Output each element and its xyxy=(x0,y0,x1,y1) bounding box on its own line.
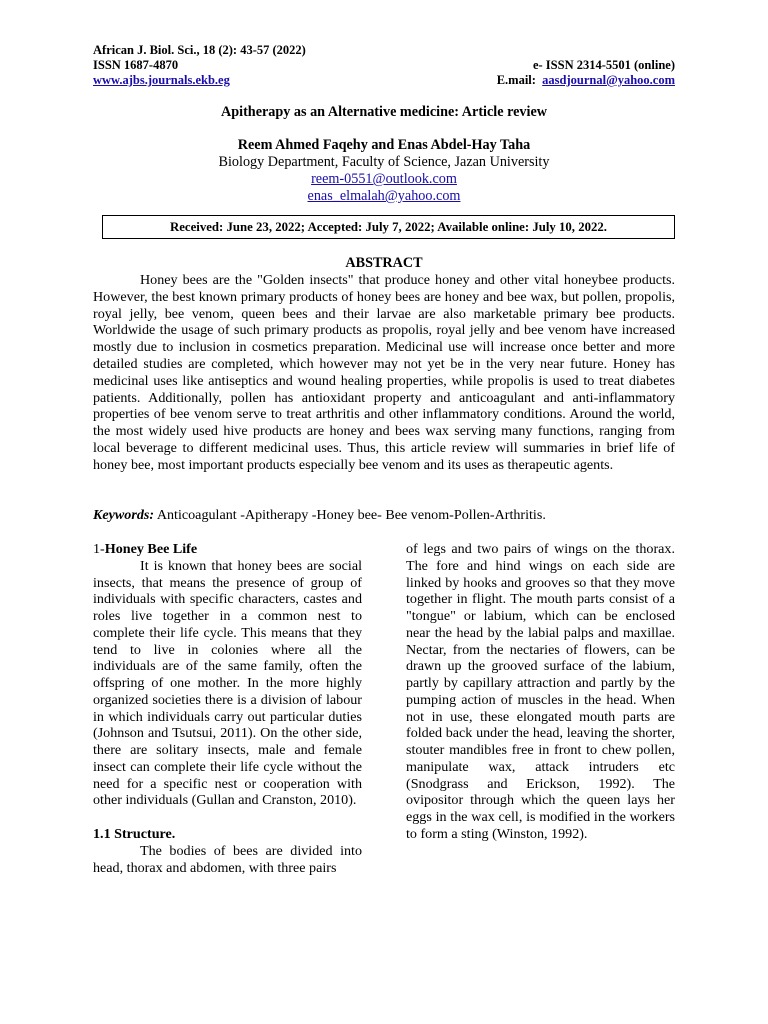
author-affiliation-block xyxy=(0,154,768,205)
journal-citation: African J. Biol. Sci., 18 (2): 43-57 (2022) xyxy=(93,43,306,57)
issn-print: ISSN 1687-4870 xyxy=(93,58,179,72)
subsection-heading: 1.1 Structure. xyxy=(93,826,176,842)
section-heading xyxy=(93,541,362,558)
section-paragraph-1: It is known that honey bees are social insects, that means the presence of group of individuals with specific characters, castes and roles live together in a common nest to complete their life cycle. This means that they tend to live in colonies where all the individuals are of the same family, often the offspring of one mother. In the more highly organized societies there is a division of labour in which individuals carry out particular duties (Johnson and Tsutsui, 2011). On the other side, there are solitary insects, male and female insect can complete their life cycle without the need for a specific nest or cooperation with other individuals (Gullan and Cranston, 2010). xyxy=(93,557,362,809)
section-title: Honey Bee Life xyxy=(104,541,198,557)
article-title: Apitherapy as an Alternative medicine: Article review xyxy=(221,104,547,120)
journal-email-line xyxy=(497,73,675,88)
section-paragraph-2-start: The bodies of bees are divided into head, thorax and abdomen, with three pairs xyxy=(93,842,362,876)
journal-header xyxy=(93,43,675,88)
article-dates: Received: June 23, 2022; Accepted: July 7, 2022; Available online: July 10, 2022. xyxy=(102,215,675,239)
email-label: E.mail: xyxy=(496,73,536,87)
abstract-text: Honey bees are the "Golden insects" that produce honey and other vital honeybee products. However, the best known primary products of honey bees are honey and bee wax, but pollen, propolis, royal jelly, bee venom, queen bees and their larvae are also marketable primary bee products. Worldwide the usage of such primary products as propolis, royal jelly and bee venom have increased mostly due to inclusion in cosmetics preparation. Medicinal use will increase once better and more detailed studies are completed, which however may not yet be in the very near future. Honey has medicinal uses like antiseptics and wound healing properties, while propolis is used to treat diabetes patients. Additionally, pollen has antioxidant property and anticoagulant and anti-inflammatory properties of bee venom serve to treat arthritis and other inflammatory conditions. Around the world, the most widely used hive products are honey and bees wax serving many functions, ranging from local beverage to different medicinal uses. Thus, this article review will summaries in brief life of honey bee, most important products especially bee venom and its uses as therapeutic agents. xyxy=(93,272,675,473)
journal-website-link[interactable]: www.ajbs.journals.ekb.eg xyxy=(93,73,230,87)
keywords-text: Anticoagulant -Apitherapy -Honey bee- Bee venom-Pollen-Arthritis. xyxy=(156,507,546,523)
keywords-line xyxy=(93,507,675,524)
author-email-1[interactable]: reem-0551@outlook.com xyxy=(311,171,457,187)
keywords-label: Keywords: xyxy=(93,507,155,523)
left-column xyxy=(93,541,362,876)
abstract-heading: ABSTRACT xyxy=(345,255,423,271)
section-number: 1- xyxy=(93,541,105,557)
issn-online: e- ISSN 2314-5501 (online) xyxy=(532,58,675,72)
right-column xyxy=(406,541,675,843)
author-email-2[interactable]: enas_elmalah@yahoo.com xyxy=(307,188,461,204)
article-authors: Reem Ahmed Faqehy and Enas Abdel-Hay Taha xyxy=(237,137,531,153)
affiliation: Biology Department, Faculty of Science, Jazan University xyxy=(218,154,550,170)
journal-email-link[interactable]: aasdjournal@yahoo.com xyxy=(542,73,675,87)
section-paragraph-2-continued: of legs and two pairs of wings on the thorax. The fore and hind wings on each side are linked by hooks and grooves so that they move together in flight. The mouth parts consist of a "tongue" or labium, which can be enclosed near the head by the labial palps and maxillae. Nectar, from the nectaries of flowers, can be drawn up the grooved surface of the labium, partly by capillary attraction and partly by the pumping action of muscles in the head. When not in use, these elongated mouth parts are folded back under the head, leaving the shorter, stouter mandibles free in front to chew pollen, manipulate wax, attack intruders etc (Snodgrass and Erickson, 1992). The ovipositor through which the queen lays her eggs in the wax cell, is modified in the workers to form a sting (Winston, 1992). xyxy=(406,541,675,842)
